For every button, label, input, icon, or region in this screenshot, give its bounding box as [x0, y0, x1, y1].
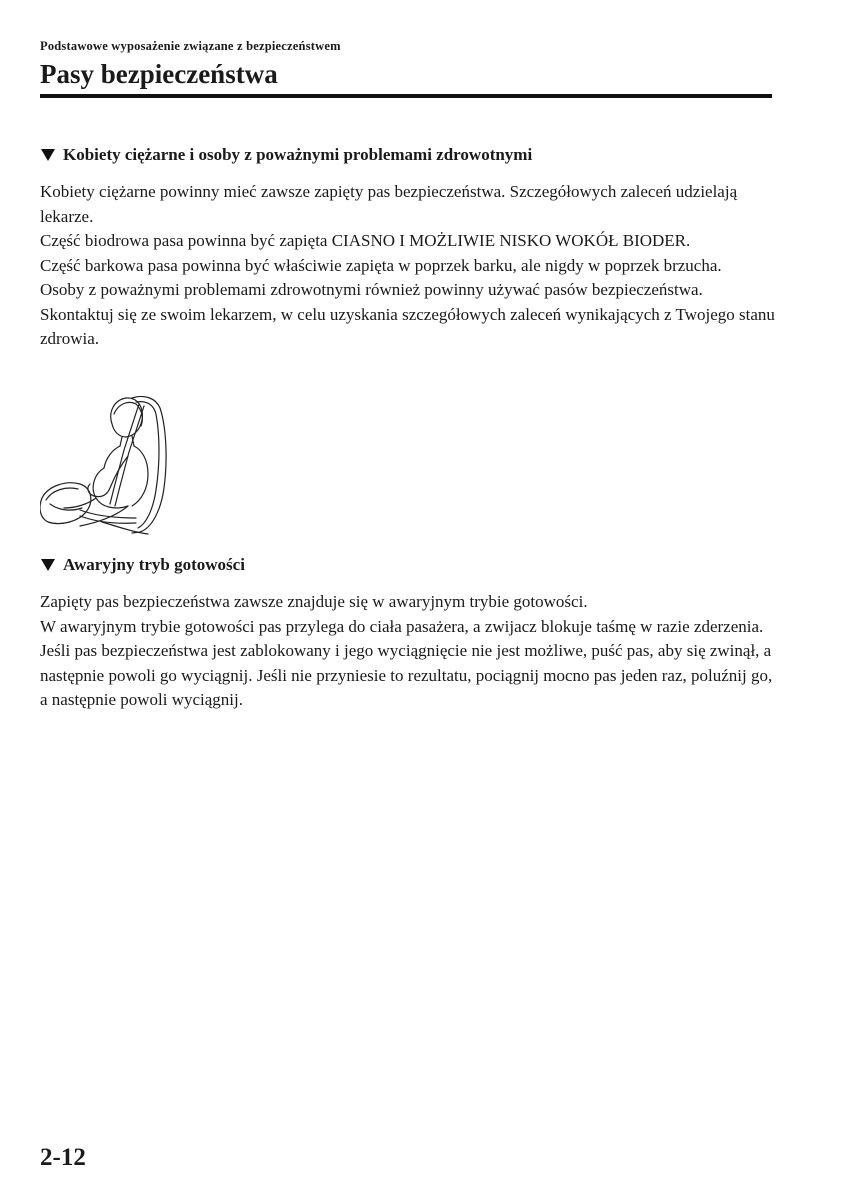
paragraph: Część biodrowa pasa powinna być zapięta CIASNO I MOŻLIWIE NISKO WOKÓŁ BIODER. — [40, 231, 691, 250]
paragraph: Osoby z poważnymi problemami zdrowotnymi również powinny używać pasów bezpieczeństwa. Skontaktuj się ze swoim lekarzem, w celu uzyskania szczegółowych zaleceń wynikających z Twojego stanu zdrowia. — [40, 280, 775, 348]
subsection-heading-text: Kobiety ciężarne i osoby z poważnymi problemami zdrowotnymi — [63, 145, 533, 164]
paragraph: Część barkowa pasa powinna być właściwie zapięta w poprzek barku, ale nigdy w poprzek brzucha. — [40, 255, 722, 275]
pregnant-woman-seatbelt-illustration — [40, 392, 182, 540]
paragraph: Zapięty pas bezpieczeństwa zawsze znajduje się w awaryjnym trybie gotowości. — [40, 592, 588, 611]
page-number: 2-12 — [40, 1144, 86, 1171]
subsection-heading-pregnant — [40, 144, 780, 166]
triangle-bullet-icon — [41, 559, 55, 571]
page-header — [40, 38, 772, 90]
paragraph: W awaryjnym trybie gotowości pas przylega do ciała pasażera, a zwijacz blokuje taśmę w razie zderzenia. — [40, 616, 764, 636]
pregnant-woman-seatbelt-icon — [40, 392, 182, 540]
paragraph: Kobiety ciężarne powinny mieć zawsze zapięty pas bezpieczeństwa. Szczegółowych zaleceń udzielają lekarze. — [40, 182, 738, 226]
subsection-body-pregnant — [40, 180, 780, 352]
triangle-bullet-icon — [41, 149, 55, 161]
subsection-heading-text: Awaryjny tryb gotowości — [63, 555, 245, 574]
title-rule — [40, 94, 772, 98]
section-label: Podstawowe wyposażenie związane z bezpieczeństwem — [40, 39, 341, 53]
page-title: Pasy bezpieczeństwa — [40, 59, 278, 89]
subsection-heading-emergency — [40, 554, 780, 576]
subsection-body-emergency — [40, 590, 780, 713]
paragraph: Jeśli pas bezpieczeństwa jest zablokowany i jego wyciągnięcie nie jest możliwe, puść pas, aby się zwinął, a następnie powoli go wyciągnij. Jeśli nie przyniesie to rezultatu, pociągnij mocno pas jeden raz, poluźnij go, a następnie powoli wyciągnij. — [40, 641, 773, 709]
